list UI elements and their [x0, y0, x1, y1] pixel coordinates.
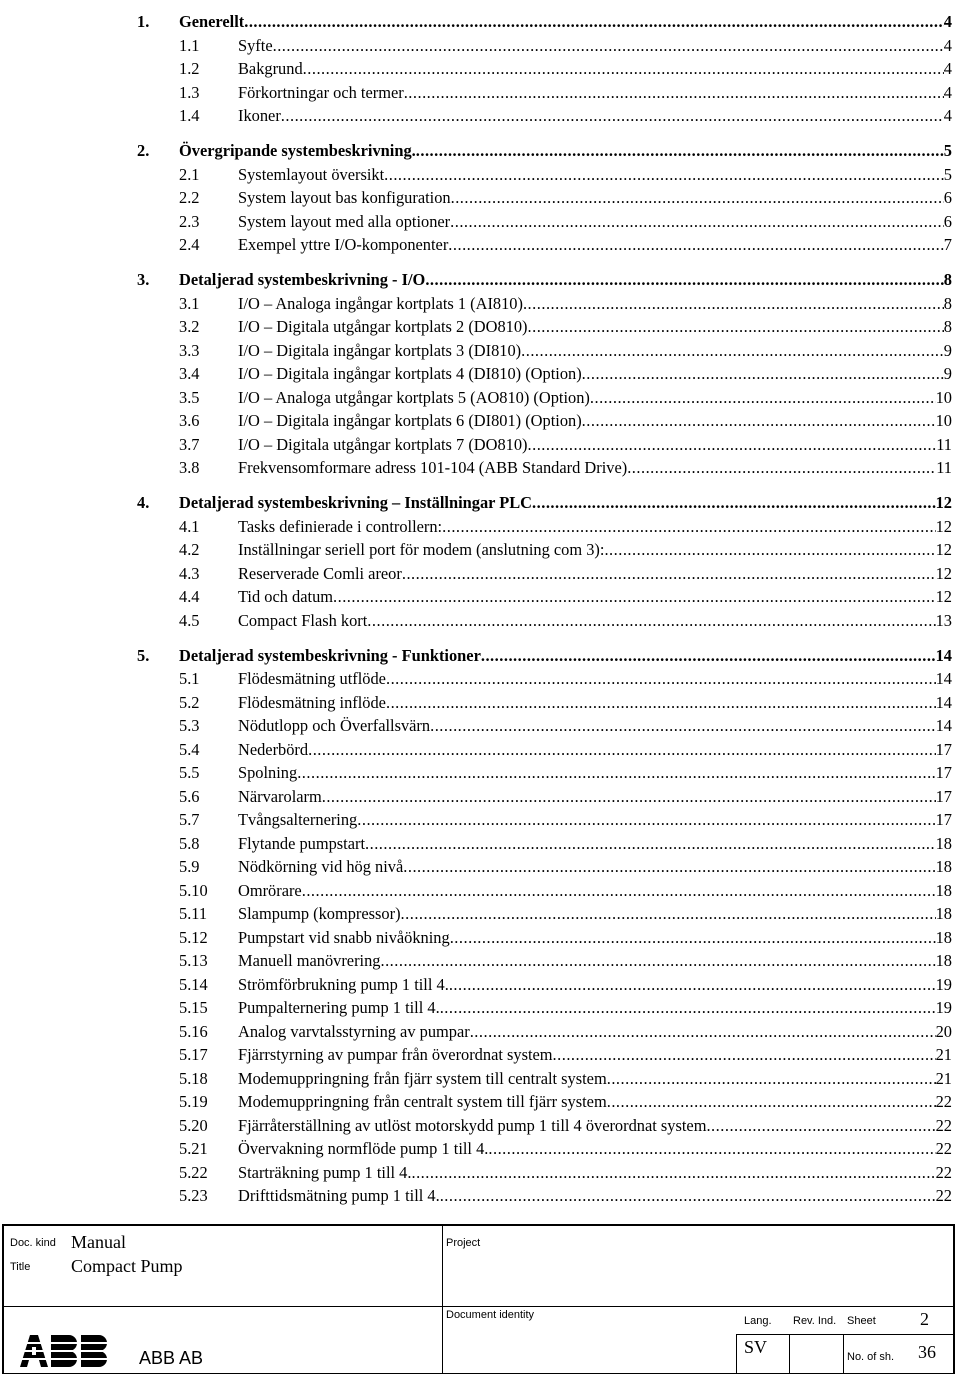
toc-entry[interactable]	[0, 433, 960, 457]
toc-title: Bakgrund	[238, 59, 303, 78]
toc-entry[interactable]	[0, 362, 960, 386]
toc-dot-leader	[281, 104, 944, 128]
toc-page-number: 14	[935, 645, 952, 665]
toc-number: 5.5	[179, 763, 200, 782]
toc-entry[interactable]	[0, 57, 960, 81]
toc-page-number: 5	[943, 141, 952, 160]
toc-entry[interactable]	[0, 926, 960, 950]
toc-number: 3.3	[179, 340, 200, 360]
title-block-bottom-border	[2, 1373, 954, 1375]
title-block-sheet-divider	[843, 1334, 844, 1374]
toc-number: 5.14	[179, 974, 208, 994]
lang-value: SV	[744, 1337, 768, 1357]
toc-dot-leader	[322, 785, 936, 809]
toc-page-number: 4	[943, 82, 952, 102]
toc-title: Drifttidsmätning pump 1 till 4.	[238, 1186, 440, 1205]
toc-title: Omrörare	[238, 880, 302, 900]
toc-page-number: 21	[935, 1068, 952, 1088]
toc-page-number: 19	[935, 974, 952, 994]
toc-dot-leader	[357, 808, 935, 832]
toc-dot-leader	[244, 10, 944, 34]
toc-number: 1.	[137, 12, 150, 31]
toc-entry[interactable]	[0, 609, 960, 633]
toc-dot-leader	[528, 433, 937, 457]
toc-title: I/O – Digitala ingångar kortplats 4 (DI810) (Option)	[238, 364, 582, 383]
toc-dot-leader	[448, 233, 944, 257]
toc-title: Spolning	[238, 763, 298, 782]
toc-entry[interactable]	[0, 832, 960, 856]
toc-entry[interactable]	[0, 1090, 960, 1114]
toc-number: 4.5	[179, 610, 200, 630]
toc-entry[interactable]	[0, 186, 960, 210]
toc-entry[interactable]	[0, 973, 960, 997]
toc-entry[interactable]	[0, 855, 960, 879]
toc-dot-leader	[470, 1020, 936, 1044]
toc-title: Tasks definierade i controllern:	[238, 516, 443, 536]
toc-entry[interactable]	[0, 315, 960, 339]
toc-page-number: 14	[935, 692, 952, 712]
toc-entry[interactable]	[0, 233, 960, 257]
toc-title: Manuell manövrering	[238, 951, 381, 970]
toc-title: Frekvensomformare adress 101-104 (ABB Standard Drive)	[238, 458, 628, 477]
toc-number: 2.4	[179, 235, 200, 254]
toc-page-number: 10	[935, 411, 952, 430]
toc-title: Slampump (kompressor)	[238, 904, 401, 923]
title-block-right-border	[953, 1224, 955, 1374]
toc-page-number: 6	[943, 211, 952, 231]
toc-dot-leader	[553, 1043, 936, 1067]
lang-label: Lang.	[744, 1315, 772, 1327]
toc-entry[interactable]	[0, 562, 960, 586]
toc-title: Detaljerad systembeskrivning – Inställningar PLC	[179, 493, 533, 512]
toc-title: Detaljerad systembeskrivning - I/O	[179, 270, 426, 289]
toc-number: 3.2	[179, 317, 200, 336]
toc-title: Pumpstart vid snabb nivåökning	[238, 927, 450, 947]
toc-page-number: 9	[943, 364, 952, 383]
abb-logo	[20, 1335, 108, 1367]
toc-entry[interactable]	[0, 714, 960, 738]
rev-ind-label: Rev. Ind.	[793, 1315, 837, 1327]
toc-title: Detaljerad systembeskrivning - Funktioner	[179, 645, 481, 665]
toc-number: 4.	[137, 493, 150, 512]
toc-page-number: 10	[935, 387, 952, 407]
no-of-sheets-value: 36	[918, 1342, 936, 1362]
toc-dot-leader	[488, 1137, 935, 1161]
toc-number: 3.1	[179, 293, 200, 313]
sheet-label: Sheet	[847, 1315, 876, 1327]
toc-entry[interactable]	[0, 808, 960, 832]
toc-page-number: 8	[943, 270, 952, 289]
toc-number: 5.20	[179, 1115, 208, 1135]
toc-entry[interactable]	[0, 1043, 960, 1067]
toc-page-number: 7	[943, 235, 952, 254]
title-block-left-border	[2, 1224, 4, 1374]
no-of-sheets-label: No. of sh.	[847, 1351, 895, 1363]
toc-chapter-entry[interactable]	[0, 268, 960, 292]
toc-dot-leader	[416, 139, 944, 163]
toc-page-number: 4	[943, 35, 952, 55]
toc-entry[interactable]	[0, 738, 960, 762]
toc-dot-leader	[627, 456, 936, 480]
toc-entry[interactable]	[0, 902, 960, 926]
toc-title: Fjärråterställning av utlöst motorskydd pump 1 till 4 överordnat system	[238, 1115, 707, 1135]
toc-title: Exempel yttre I/O-komponenter	[238, 235, 449, 254]
toc-title: I/O – Digitala utgångar kortplats 2 (DO810)	[238, 317, 528, 336]
toc-number: 5.2	[179, 692, 200, 712]
toc-number: 2.1	[179, 164, 200, 184]
toc-dot-leader	[384, 163, 944, 187]
title-block-lang-top	[736, 1334, 954, 1335]
title-block-rev-divider	[789, 1334, 790, 1374]
toc-page-number: 6	[943, 188, 952, 207]
toc-dot-leader	[523, 292, 944, 316]
doc-kind-label: Doc. kind	[10, 1237, 56, 1249]
toc-entry[interactable]	[0, 538, 960, 562]
toc-page-number: 21	[935, 1045, 952, 1064]
toc-page-number: 18	[935, 880, 952, 900]
title-value: Compact Pump	[71, 1256, 183, 1276]
toc-dot-leader	[582, 362, 944, 386]
toc-number: 3.5	[179, 387, 200, 407]
title-block	[2, 1224, 954, 1374]
toc-page-number: 22	[935, 1186, 952, 1205]
toc-title: System layout med alla optioner	[238, 211, 451, 231]
toc-number: 4.1	[179, 516, 200, 536]
toc-title: Flytande pumpstart	[238, 833, 366, 853]
doc-kind-value: Manual	[71, 1232, 126, 1252]
toc-title: Tvångsalternering	[238, 810, 358, 829]
toc-page-number: 19	[935, 998, 952, 1017]
toc-entry[interactable]	[0, 996, 960, 1020]
title-block-lang-divider	[736, 1334, 737, 1374]
toc-title: Flödesmätning inflöde	[238, 692, 386, 712]
toc-page-number: 8	[943, 293, 952, 313]
toc-number: 1.1	[179, 35, 200, 55]
toc-page-number: 20	[935, 1021, 952, 1041]
toc-number: 3.4	[179, 364, 200, 383]
toc-entry[interactable]	[0, 515, 960, 539]
toc-entry[interactable]	[0, 691, 960, 715]
toc-number: 1.4	[179, 106, 200, 125]
toc-number: 5.15	[179, 998, 208, 1017]
toc-number: 5.22	[179, 1162, 208, 1182]
toc-dot-leader	[401, 902, 936, 926]
toc-page-number: 17	[935, 786, 952, 806]
toc-chapter-entry[interactable]	[0, 644, 960, 668]
title-block-mid-divider	[2, 1306, 954, 1307]
title-label: Title	[10, 1261, 31, 1273]
toc-dot-leader	[297, 761, 935, 785]
toc-dot-leader	[450, 210, 944, 234]
toc-number: 2.	[137, 141, 150, 160]
toc-dot-leader	[451, 186, 944, 210]
toc-title: Ikoner	[238, 106, 281, 125]
toc-number: 5.18	[179, 1068, 208, 1088]
toc-page-number: 18	[935, 927, 952, 947]
toc-page-number: 22	[935, 1139, 952, 1158]
toc-number: 5.	[137, 645, 150, 665]
toc-chapter-entry[interactable]	[0, 139, 960, 163]
toc-title: Nödutlopp och Överfallsvärn	[238, 716, 431, 735]
toc-dot-leader	[604, 538, 935, 562]
toc-number: 5.11	[179, 904, 208, 923]
toc-number: 4.3	[179, 563, 200, 583]
toc-dot-leader	[528, 315, 944, 339]
toc-entry[interactable]	[0, 879, 960, 903]
toc-title: Inställningar seriell port för modem (anslutning com 3):	[238, 540, 605, 559]
toc-page-number: 8	[943, 317, 952, 336]
toc-page-number: 12	[935, 540, 952, 559]
toc-dot-leader	[411, 1161, 935, 1185]
toc-page-number: 13	[935, 610, 952, 630]
toc-number: 5.23	[179, 1186, 208, 1205]
table-of-contents	[0, 10, 960, 1208]
toc-title: Modemuppringning från centralt system till fjärr system	[238, 1092, 607, 1111]
toc-page-number: 9	[943, 340, 952, 360]
toc-chapter-entry[interactable]	[0, 10, 960, 34]
toc-number: 5.12	[179, 927, 208, 947]
toc-title: I/O – Analoga utgångar kortplats 5 (AO810) (Option)	[238, 387, 590, 407]
toc-page-number: 4	[943, 12, 952, 31]
toc-title: Övergripande systembeskrivning.	[179, 141, 416, 160]
toc-page-number: 17	[935, 739, 952, 759]
company-name: ABB AB	[139, 1348, 204, 1368]
toc-dot-leader	[706, 1114, 935, 1138]
toc-title: I/O – Digitala ingångar kortplats 6 (DI801) (Option)	[238, 411, 582, 430]
toc-number: 5.17	[179, 1045, 208, 1064]
toc-number: 5.3	[179, 716, 200, 735]
toc-dot-leader	[607, 1090, 936, 1114]
toc-entry[interactable]	[0, 1137, 960, 1161]
toc-number: 5.21	[179, 1139, 208, 1158]
toc-title: Compact Flash kort	[238, 610, 368, 630]
toc-number: 3.7	[179, 434, 200, 454]
toc-number: 5.1	[179, 669, 200, 688]
toc-title: Nederbörd	[238, 739, 309, 759]
toc-entry[interactable]	[0, 292, 960, 316]
toc-title: System layout bas konfiguration	[238, 188, 451, 207]
toc-dot-leader	[273, 34, 944, 58]
toc-number: 5.13	[179, 951, 208, 970]
toc-entry[interactable]	[0, 163, 960, 187]
toc-page-number: 14	[935, 716, 952, 735]
toc-number: 5.8	[179, 833, 200, 853]
toc-number: 5.4	[179, 739, 200, 759]
toc-entry[interactable]	[0, 949, 960, 973]
toc-entry[interactable]	[0, 1184, 960, 1208]
toc-dot-leader	[582, 409, 936, 433]
toc-number: 5.10	[179, 880, 208, 900]
toc-entry[interactable]	[0, 339, 960, 363]
toc-dot-leader	[402, 562, 936, 586]
toc-dot-leader	[440, 1184, 936, 1208]
toc-page-number: 4	[943, 106, 952, 125]
toc-chapter-entry[interactable]	[0, 491, 960, 515]
toc-entry[interactable]	[0, 1161, 960, 1185]
toc-number: 1.2	[179, 59, 200, 78]
toc-entry[interactable]	[0, 1020, 960, 1044]
toc-page-number: 18	[935, 833, 952, 853]
toc-page-number: 18	[935, 904, 952, 923]
toc-dot-leader	[430, 714, 936, 738]
toc-dot-leader	[404, 81, 944, 105]
toc-title: Nödkörning vid hög nivå	[238, 857, 404, 876]
toc-page-number: 22	[935, 1115, 952, 1135]
toc-title: Syfte	[238, 35, 273, 55]
toc-title: Generellt	[179, 12, 245, 31]
toc-dot-leader	[367, 609, 935, 633]
toc-page-number: 12	[935, 493, 952, 512]
toc-dot-leader	[450, 926, 936, 950]
project-label: Project	[446, 1237, 481, 1249]
toc-title: Pumpalternering pump 1 till 4.	[238, 998, 440, 1017]
toc-dot-leader	[403, 855, 935, 879]
toc-dot-leader	[521, 339, 944, 363]
toc-dot-leader	[365, 832, 936, 856]
toc-dot-leader	[380, 949, 935, 973]
toc-page-number: 17	[935, 810, 952, 829]
toc-number: 2.2	[179, 188, 200, 207]
toc-number: 1.3	[179, 82, 200, 102]
toc-title: Tid och datum	[238, 587, 334, 606]
toc-number: 5.9	[179, 857, 200, 876]
toc-page-number: 22	[935, 1092, 952, 1111]
toc-title: I/O – Digitala utgångar kortplats 7 (DO810)	[238, 434, 528, 454]
toc-title: Analog varvtalsstyrning av pumpar	[238, 1021, 470, 1041]
document-identity-label: Document identity	[446, 1309, 535, 1321]
toc-dot-leader	[442, 515, 935, 539]
toc-title: Reserverade Comli areor	[238, 563, 402, 583]
toc-entry[interactable]	[0, 1067, 960, 1091]
toc-title: Förkortningar och termer	[238, 82, 404, 102]
toc-number: 4.4	[179, 587, 200, 606]
toc-page-number: 12	[935, 516, 952, 536]
toc-entry[interactable]	[0, 785, 960, 809]
toc-page-number: 18	[935, 951, 952, 970]
toc-number: 4.2	[179, 540, 200, 559]
toc-dot-leader	[425, 268, 943, 292]
toc-dot-leader	[607, 1067, 936, 1091]
title-block-project-divider	[442, 1224, 443, 1374]
toc-dot-leader	[308, 738, 936, 762]
toc-number: 5.19	[179, 1092, 208, 1111]
toc-number: 3.8	[179, 458, 200, 477]
toc-title: I/O – Analoga ingångar kortplats 1 (AI810)	[238, 293, 523, 313]
toc-title: Flödesmätning utflöde	[238, 669, 386, 688]
toc-page-number: 17	[935, 763, 952, 782]
toc-dot-leader	[440, 996, 936, 1020]
title-block-top-border	[2, 1224, 954, 1226]
toc-number: 5.7	[179, 810, 200, 829]
toc-dot-leader	[386, 667, 936, 691]
toc-page-number: 12	[935, 587, 952, 606]
toc-page-number: 12	[935, 563, 952, 583]
toc-entry[interactable]	[0, 585, 960, 609]
toc-number: 2.3	[179, 211, 200, 231]
toc-entry[interactable]	[0, 386, 960, 410]
toc-page-number: 5	[943, 164, 952, 184]
toc-title: Systemlayout översikt	[238, 164, 385, 184]
toc-entry[interactable]	[0, 667, 960, 691]
toc-number: 3.	[137, 270, 150, 289]
toc-entry[interactable]	[0, 104, 960, 128]
toc-dot-leader	[590, 386, 936, 410]
toc-dot-leader	[481, 644, 936, 668]
toc-entry[interactable]	[0, 210, 960, 234]
toc-dot-leader	[302, 879, 936, 903]
toc-page-number: 18	[935, 857, 952, 876]
toc-entry[interactable]	[0, 456, 960, 480]
toc-title: Starträkning pump 1 till 4.	[238, 1162, 412, 1182]
toc-title: Övervakning normflöde pump 1 till 4.	[238, 1139, 489, 1158]
toc-entry[interactable]	[0, 81, 960, 105]
toc-title: Strömförbrukning pump 1 till 4.	[238, 974, 449, 994]
toc-title: I/O – Digitala ingångar kortplats 3 (DI810)	[238, 340, 522, 360]
toc-page-number: 11	[936, 458, 952, 477]
toc-page-number: 11	[936, 434, 952, 454]
toc-page-number: 22	[935, 1162, 952, 1182]
toc-entry[interactable]	[0, 1114, 960, 1138]
toc-title: Fjärrstyrning av pumpar från överordnat system	[238, 1045, 553, 1064]
toc-dot-leader	[386, 691, 936, 715]
toc-page-number: 4	[943, 59, 952, 78]
toc-number: 5.16	[179, 1021, 208, 1041]
toc-dot-leader	[532, 491, 936, 515]
toc-dot-leader	[303, 57, 944, 81]
toc-page-number: 14	[935, 669, 952, 688]
toc-number: 5.6	[179, 786, 200, 806]
toc-title: Närvarolarm	[238, 786, 322, 806]
toc-number: 3.6	[179, 411, 200, 430]
toc-title: Modemuppringning från fjärr system till centralt system	[238, 1068, 607, 1088]
toc-dot-leader	[449, 973, 936, 997]
toc-entry[interactable]	[0, 761, 960, 785]
toc-dot-leader	[333, 585, 936, 609]
toc-entry[interactable]	[0, 34, 960, 58]
sheet-value: 2	[920, 1309, 929, 1329]
toc-entry[interactable]	[0, 409, 960, 433]
